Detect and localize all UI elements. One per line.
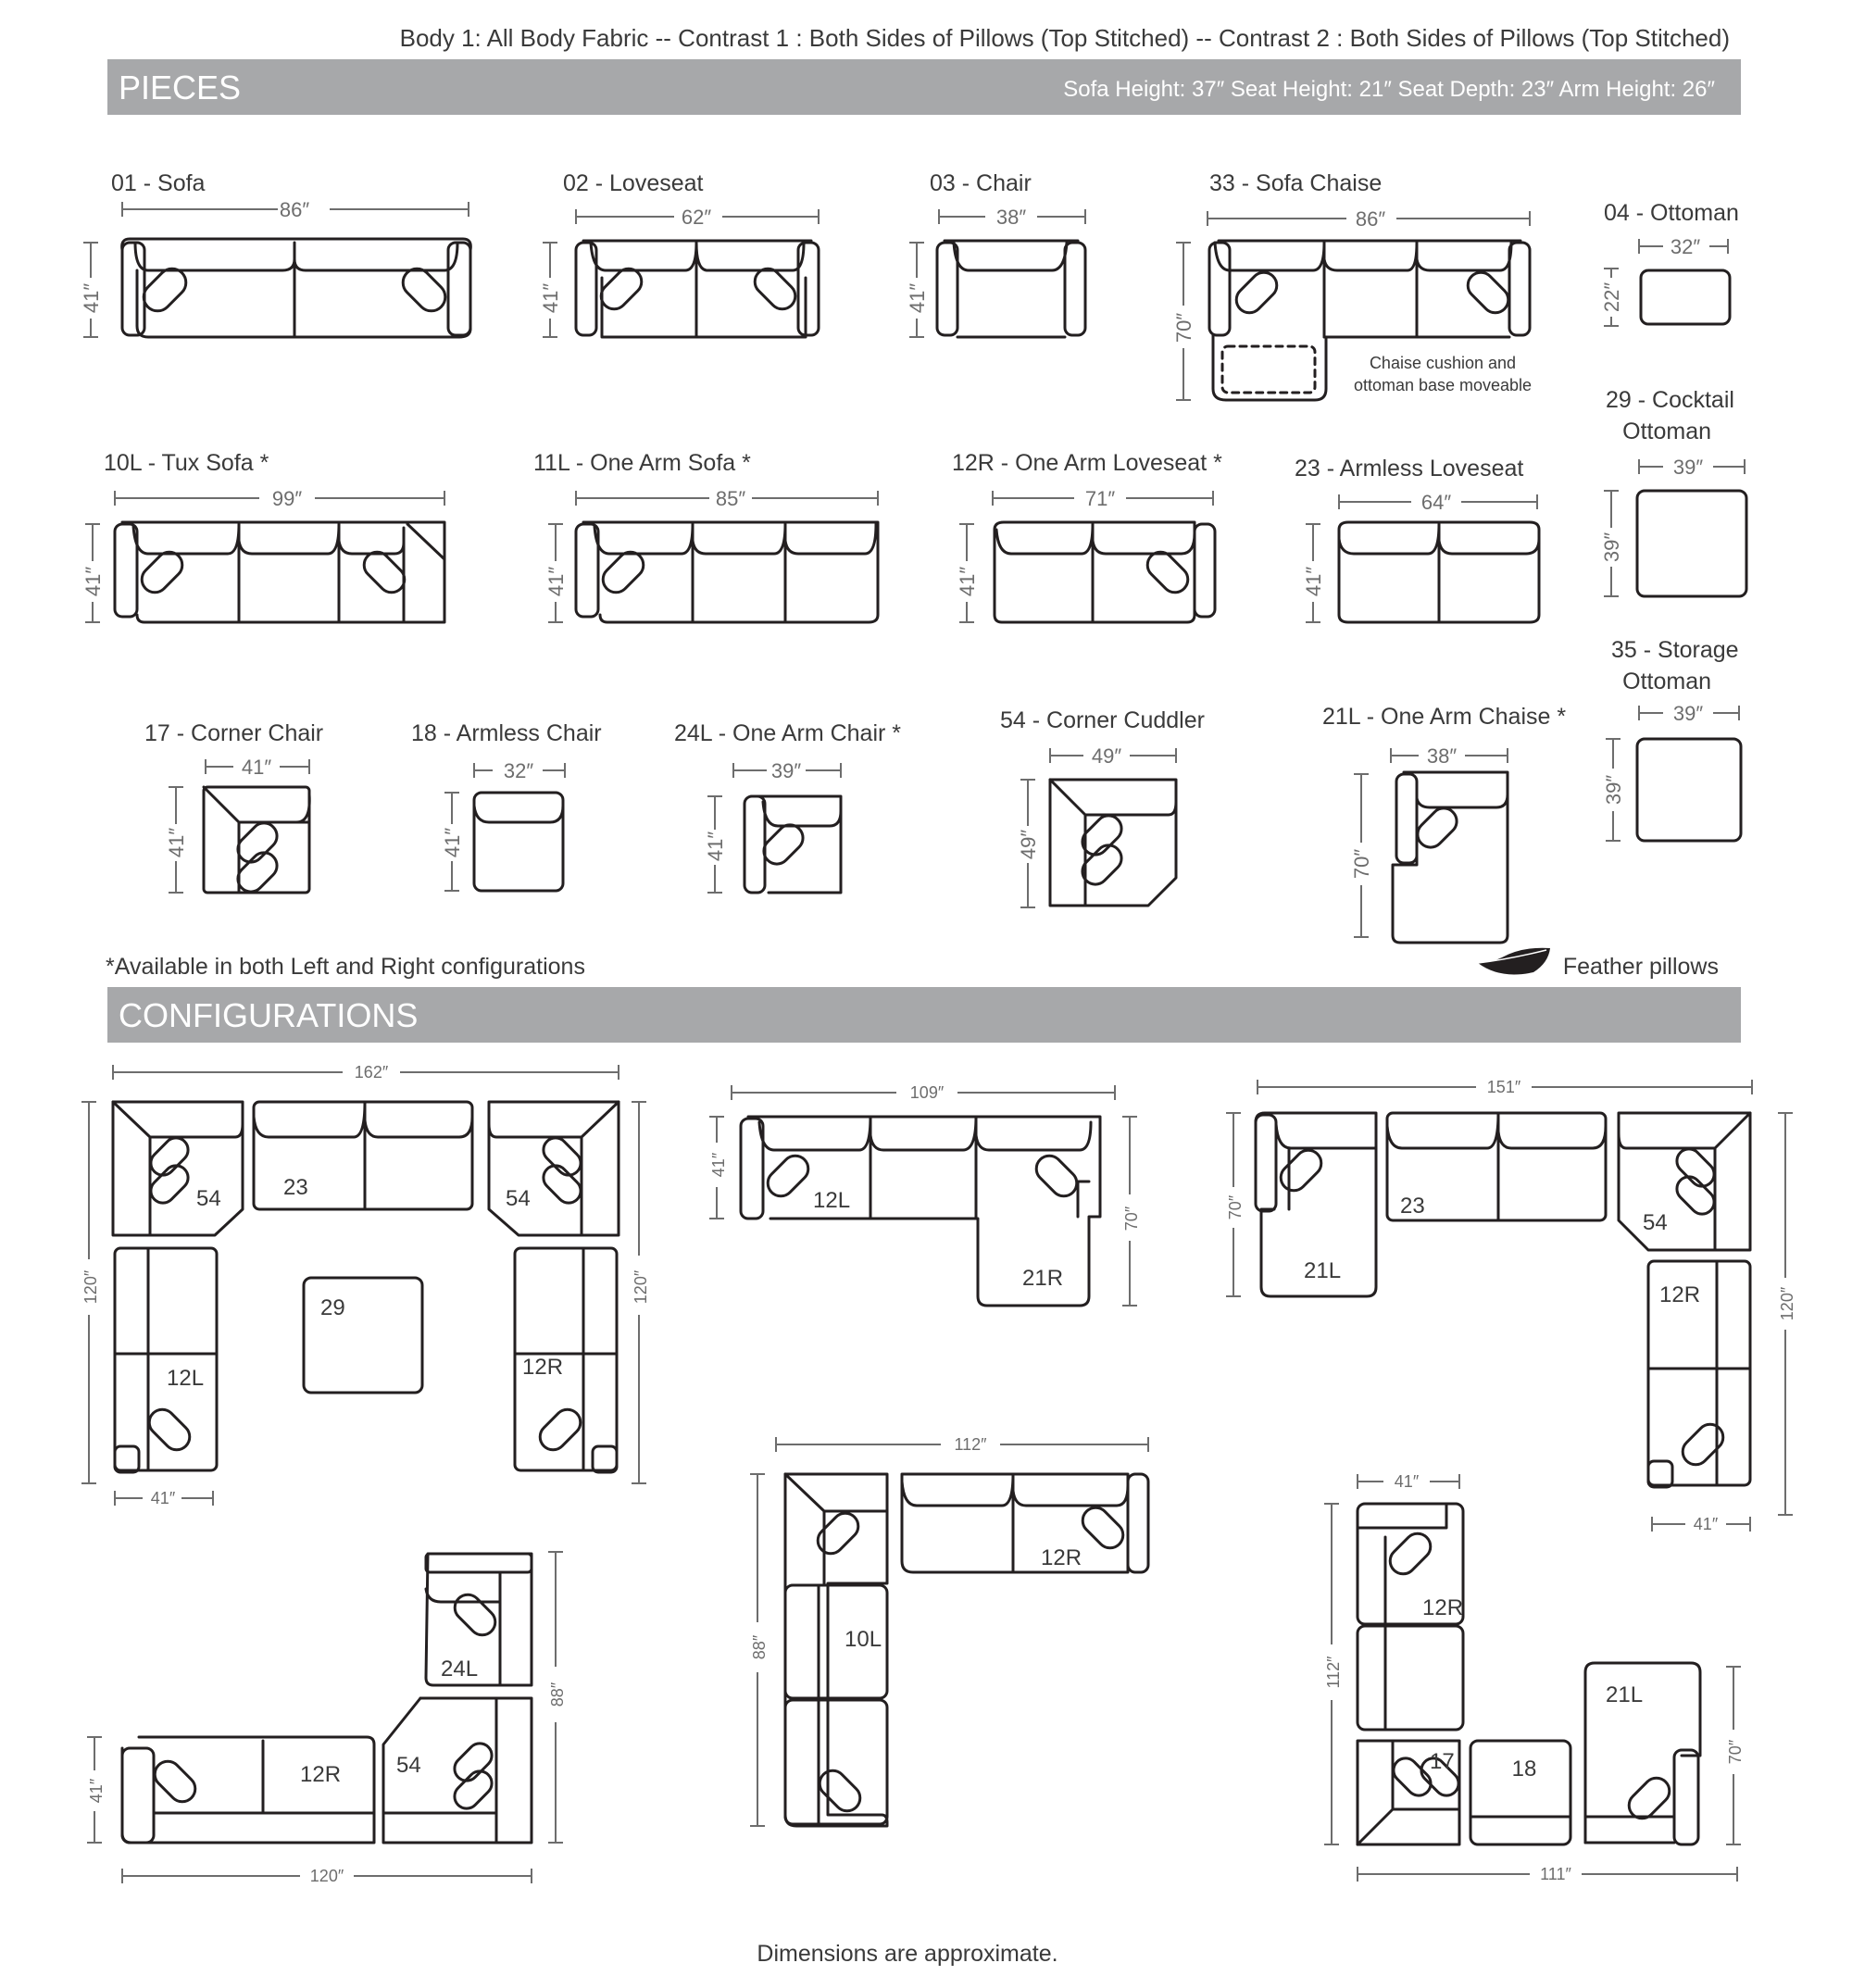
config3-label-21l: 21L bbox=[1304, 1258, 1342, 1283]
piece-02-depth: 41″ bbox=[539, 282, 562, 314]
piece-17-corner-chair-drawing bbox=[204, 787, 309, 897]
piece-33-title: 33 - Sofa Chaise bbox=[1209, 170, 1383, 196]
config4-width: 120″ bbox=[309, 1867, 344, 1885]
piece-01-width: 86″ bbox=[279, 198, 310, 221]
piece-04-depth: 22″ bbox=[1600, 281, 1623, 313]
footer-note: Dimensions are approximate. bbox=[757, 1941, 1058, 1967]
config1-depth-left: 120″ bbox=[81, 1269, 100, 1305]
feather-icon bbox=[1478, 948, 1550, 975]
piece-35-title-line2: Ottoman bbox=[1622, 669, 1711, 694]
pieces-specs: Sofa Height: 37″ Seat Height: 21″ Seat Depth: 23″ Arm Height: 26″ bbox=[1063, 77, 1715, 102]
piece-03-title: 03 - Chair bbox=[930, 170, 1032, 196]
piece-54-title: 54 - Corner Cuddler bbox=[1000, 707, 1205, 733]
piece-24l-depth: 41″ bbox=[704, 831, 727, 862]
piece-33-width: 86″ bbox=[1355, 207, 1386, 231]
piece-10l-tux-sofa-drawing bbox=[115, 522, 444, 622]
piece-01-sofa-drawing bbox=[122, 239, 471, 337]
config-corner-chaise-111-drawing bbox=[1358, 1504, 1700, 1844]
piece-10l-width: 99″ bbox=[271, 487, 303, 510]
config5-depth: 88″ bbox=[750, 1634, 769, 1660]
piece-02-width: 62″ bbox=[681, 206, 712, 229]
config1-label-54-right: 54 bbox=[506, 1186, 531, 1211]
piece-02-loveseat-drawing bbox=[576, 241, 819, 337]
config1-label-12l: 12L bbox=[167, 1366, 205, 1391]
config1-label-23: 23 bbox=[283, 1175, 308, 1200]
config1-label-29: 29 bbox=[320, 1295, 345, 1320]
config2-label-12l: 12L bbox=[813, 1188, 851, 1213]
piece-21l-depth: 70″ bbox=[1350, 848, 1373, 880]
config1-label-12r: 12R bbox=[522, 1355, 564, 1380]
piece-02-title: 02 - Loveseat bbox=[563, 170, 704, 196]
piece-10l-depth: 41″ bbox=[81, 566, 105, 597]
piece-03-chair-drawing bbox=[937, 241, 1085, 337]
piece-35-depth: 39″ bbox=[1602, 774, 1625, 806]
piece-11l-width: 85″ bbox=[715, 487, 746, 510]
piece-35-title-line1: 35 - Storage bbox=[1611, 637, 1739, 663]
piece-35-storage-ottoman-drawing bbox=[1637, 739, 1741, 841]
piece-04-width: 32″ bbox=[1670, 235, 1701, 258]
piece-21l-width: 38″ bbox=[1426, 744, 1458, 768]
piece-18-depth: 41″ bbox=[441, 827, 464, 858]
piece-12r-title: 12R - One Arm Loveseat * bbox=[952, 450, 1222, 476]
piece-54-depth: 49″ bbox=[1017, 829, 1040, 860]
piece-21l-title: 21L - One Arm Chaise * bbox=[1322, 704, 1567, 730]
pieces-title: PIECES bbox=[119, 69, 242, 106]
piece-01-depth: 41″ bbox=[80, 282, 103, 314]
configurations-title: CONFIGURATIONS bbox=[119, 996, 419, 1034]
piece-12r-width: 71″ bbox=[1084, 487, 1116, 510]
config2-label-21r: 21R bbox=[1022, 1266, 1064, 1291]
config1-label-54-left: 54 bbox=[196, 1186, 221, 1211]
piece-24l-one-arm-chair-drawing bbox=[745, 796, 841, 893]
piece-23-armless-loveseat-drawing bbox=[1339, 522, 1539, 622]
fabric-note: Body 1: All Body Fabric -- Contrast 1 : Both Sides of Pillows (Top Stitched) -- Contrast 2 : Both Sides of Pillows (Top Stitched) bbox=[399, 24, 1730, 52]
piece-54-corner-cuddler-drawing bbox=[1050, 780, 1176, 906]
piece-29-title-line1: 29 - Cocktail bbox=[1606, 387, 1734, 413]
config5-width: 112″ bbox=[954, 1435, 987, 1454]
piece-29-width: 39″ bbox=[1672, 456, 1704, 479]
piece-10l-title: 10L - Tux Sofa * bbox=[104, 450, 269, 476]
config-l-shape-120-drawing bbox=[122, 1554, 532, 1843]
piece-54-width: 49″ bbox=[1091, 744, 1122, 768]
config1-depth-right: 120″ bbox=[632, 1269, 650, 1305]
config5-label-12r: 12R bbox=[1041, 1545, 1082, 1570]
piece-23-title: 23 - Armless Loveseat bbox=[1295, 456, 1524, 481]
piece-23-depth: 41″ bbox=[1302, 566, 1325, 597]
piece-12r-depth: 41″ bbox=[956, 566, 979, 597]
piece-11l-one-arm-sofa-drawing bbox=[576, 522, 878, 622]
config4-depth-left: 41″ bbox=[87, 1778, 106, 1804]
piece-17-depth: 41″ bbox=[165, 827, 188, 858]
config3-label-12r: 12R bbox=[1659, 1282, 1701, 1307]
config6-label-12r: 12R bbox=[1422, 1595, 1464, 1620]
piece-35-width: 39″ bbox=[1672, 702, 1704, 725]
piece-23-width: 64″ bbox=[1420, 491, 1452, 514]
config6-depth-right: 70″ bbox=[1726, 1739, 1745, 1765]
piece-03-width: 38″ bbox=[995, 206, 1027, 229]
config6-label-18: 18 bbox=[1511, 1757, 1537, 1782]
piece-11l-depth: 41″ bbox=[544, 566, 568, 597]
piece-11l-title: 11L - One Arm Sofa * bbox=[533, 450, 751, 476]
config-l-shape-112-drawing bbox=[785, 1474, 1148, 1826]
config4-label-24l: 24L bbox=[441, 1657, 479, 1682]
chaise-note-line2: ottoman base moveable bbox=[1353, 376, 1533, 394]
piece-29-depth: 39″ bbox=[1600, 531, 1623, 563]
config3-depth-right: 120″ bbox=[1778, 1286, 1796, 1321]
config6-arm-depth: 41″ bbox=[1394, 1472, 1420, 1491]
piece-12r-one-arm-loveseat-drawing bbox=[995, 522, 1215, 622]
piece-24l-width: 39″ bbox=[770, 759, 802, 782]
piece-33-depth: 70″ bbox=[1172, 312, 1195, 344]
piece-18-title: 18 - Armless Chair bbox=[411, 720, 602, 746]
piece-21l-one-arm-chaise-drawing bbox=[1393, 772, 1508, 943]
feather-pillows-label: Feather pillows bbox=[1562, 954, 1719, 980]
config4-depth-right: 88″ bbox=[548, 1682, 567, 1707]
config3-label-54: 54 bbox=[1643, 1210, 1668, 1235]
availability-footnote: *Available in both Left and Right configurations bbox=[106, 954, 585, 980]
config3-arm-depth: 41″ bbox=[1693, 1515, 1719, 1533]
config-u-shape-29-drawing bbox=[113, 1102, 619, 1472]
piece-18-width: 32″ bbox=[503, 759, 534, 782]
config1-arm-depth: 41″ bbox=[150, 1489, 176, 1507]
piece-04-ottoman-drawing bbox=[1641, 270, 1730, 324]
config3-depth-left: 70″ bbox=[1226, 1194, 1245, 1220]
config6-label-21l: 21L bbox=[1606, 1682, 1644, 1707]
piece-17-width: 41″ bbox=[241, 756, 272, 779]
chaise-note-line1: Chaise cushion and bbox=[1369, 354, 1517, 372]
config6-label-17: 17 bbox=[1430, 1749, 1455, 1774]
config4-label-12r: 12R bbox=[300, 1762, 342, 1787]
config5-label-10l: 10L bbox=[845, 1627, 882, 1652]
piece-03-depth: 41″ bbox=[906, 282, 929, 314]
config4-label-54: 54 bbox=[396, 1753, 421, 1778]
config6-depth-left: 112″ bbox=[1324, 1656, 1343, 1689]
config1-width: 162″ bbox=[354, 1063, 389, 1082]
piece-18-armless-chair-drawing bbox=[474, 793, 563, 891]
config3-width: 151″ bbox=[1486, 1078, 1521, 1096]
config2-depth-left: 41″ bbox=[709, 1152, 728, 1178]
piece-29-title-line2: Ottoman bbox=[1622, 419, 1711, 444]
config2-width: 109″ bbox=[909, 1083, 945, 1102]
config3-label-23: 23 bbox=[1400, 1194, 1425, 1219]
config6-width: 111″ bbox=[1540, 1865, 1571, 1883]
piece-24l-title: 24L - One Arm Chair * bbox=[674, 720, 902, 746]
piece-01-title: 01 - Sofa bbox=[111, 170, 206, 196]
piece-29-cocktail-ottoman-drawing bbox=[1637, 491, 1746, 596]
piece-17-title: 17 - Corner Chair bbox=[144, 720, 324, 746]
piece-04-title: 04 - Ottoman bbox=[1604, 200, 1739, 226]
config2-depth-right: 70″ bbox=[1122, 1206, 1141, 1232]
